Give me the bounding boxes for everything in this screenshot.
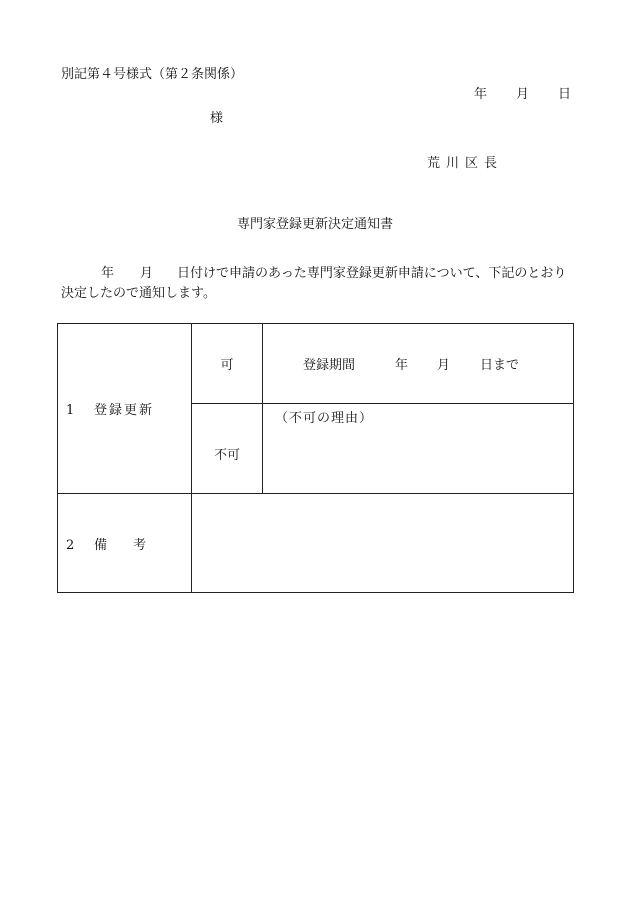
period-label: 登録期間 [303, 358, 356, 373]
period-until: 日まで [480, 358, 520, 373]
rejected-label: 不可 [213, 448, 240, 463]
period-cell [263, 324, 574, 404]
table-row [58, 324, 574, 404]
approved-label: 可 [220, 358, 234, 373]
item-number: 2 [66, 537, 75, 553]
remarks-label-cell [58, 494, 192, 593]
document-title: 専門家登録更新決定通知書 [236, 217, 393, 232]
date-month: 月 [516, 87, 530, 102]
item-label: 登録更新 [94, 403, 155, 418]
body-text-content: 日付けで申請のあった専門家登録更新申請について、下記のとおり決定したので通知します。 [61, 266, 567, 301]
item-label: 備 考 [94, 537, 147, 553]
body-text [61, 264, 574, 304]
date-year: 年 [474, 87, 488, 102]
date-day: 日 [558, 87, 572, 102]
body-year: 年 [101, 266, 115, 281]
decision-table [57, 323, 574, 593]
reason-label: （不可の理由） [275, 411, 374, 426]
issuer: 荒川区長 [427, 156, 504, 171]
period-year: 年 [395, 358, 409, 373]
body-month: 月 [140, 266, 154, 281]
form-number: 別記第４号様式（第２条関係） [61, 67, 244, 82]
table-row [58, 494, 574, 593]
rejected-cell [192, 404, 263, 494]
remarks-value-cell [192, 494, 574, 593]
reason-cell [263, 404, 574, 494]
renewal-label-cell [58, 324, 192, 494]
approved-cell [192, 324, 263, 404]
issue-date [474, 86, 571, 104]
addressee: 様 [210, 111, 224, 126]
period-month: 月 [437, 358, 451, 373]
item-number: 1 [66, 403, 75, 418]
